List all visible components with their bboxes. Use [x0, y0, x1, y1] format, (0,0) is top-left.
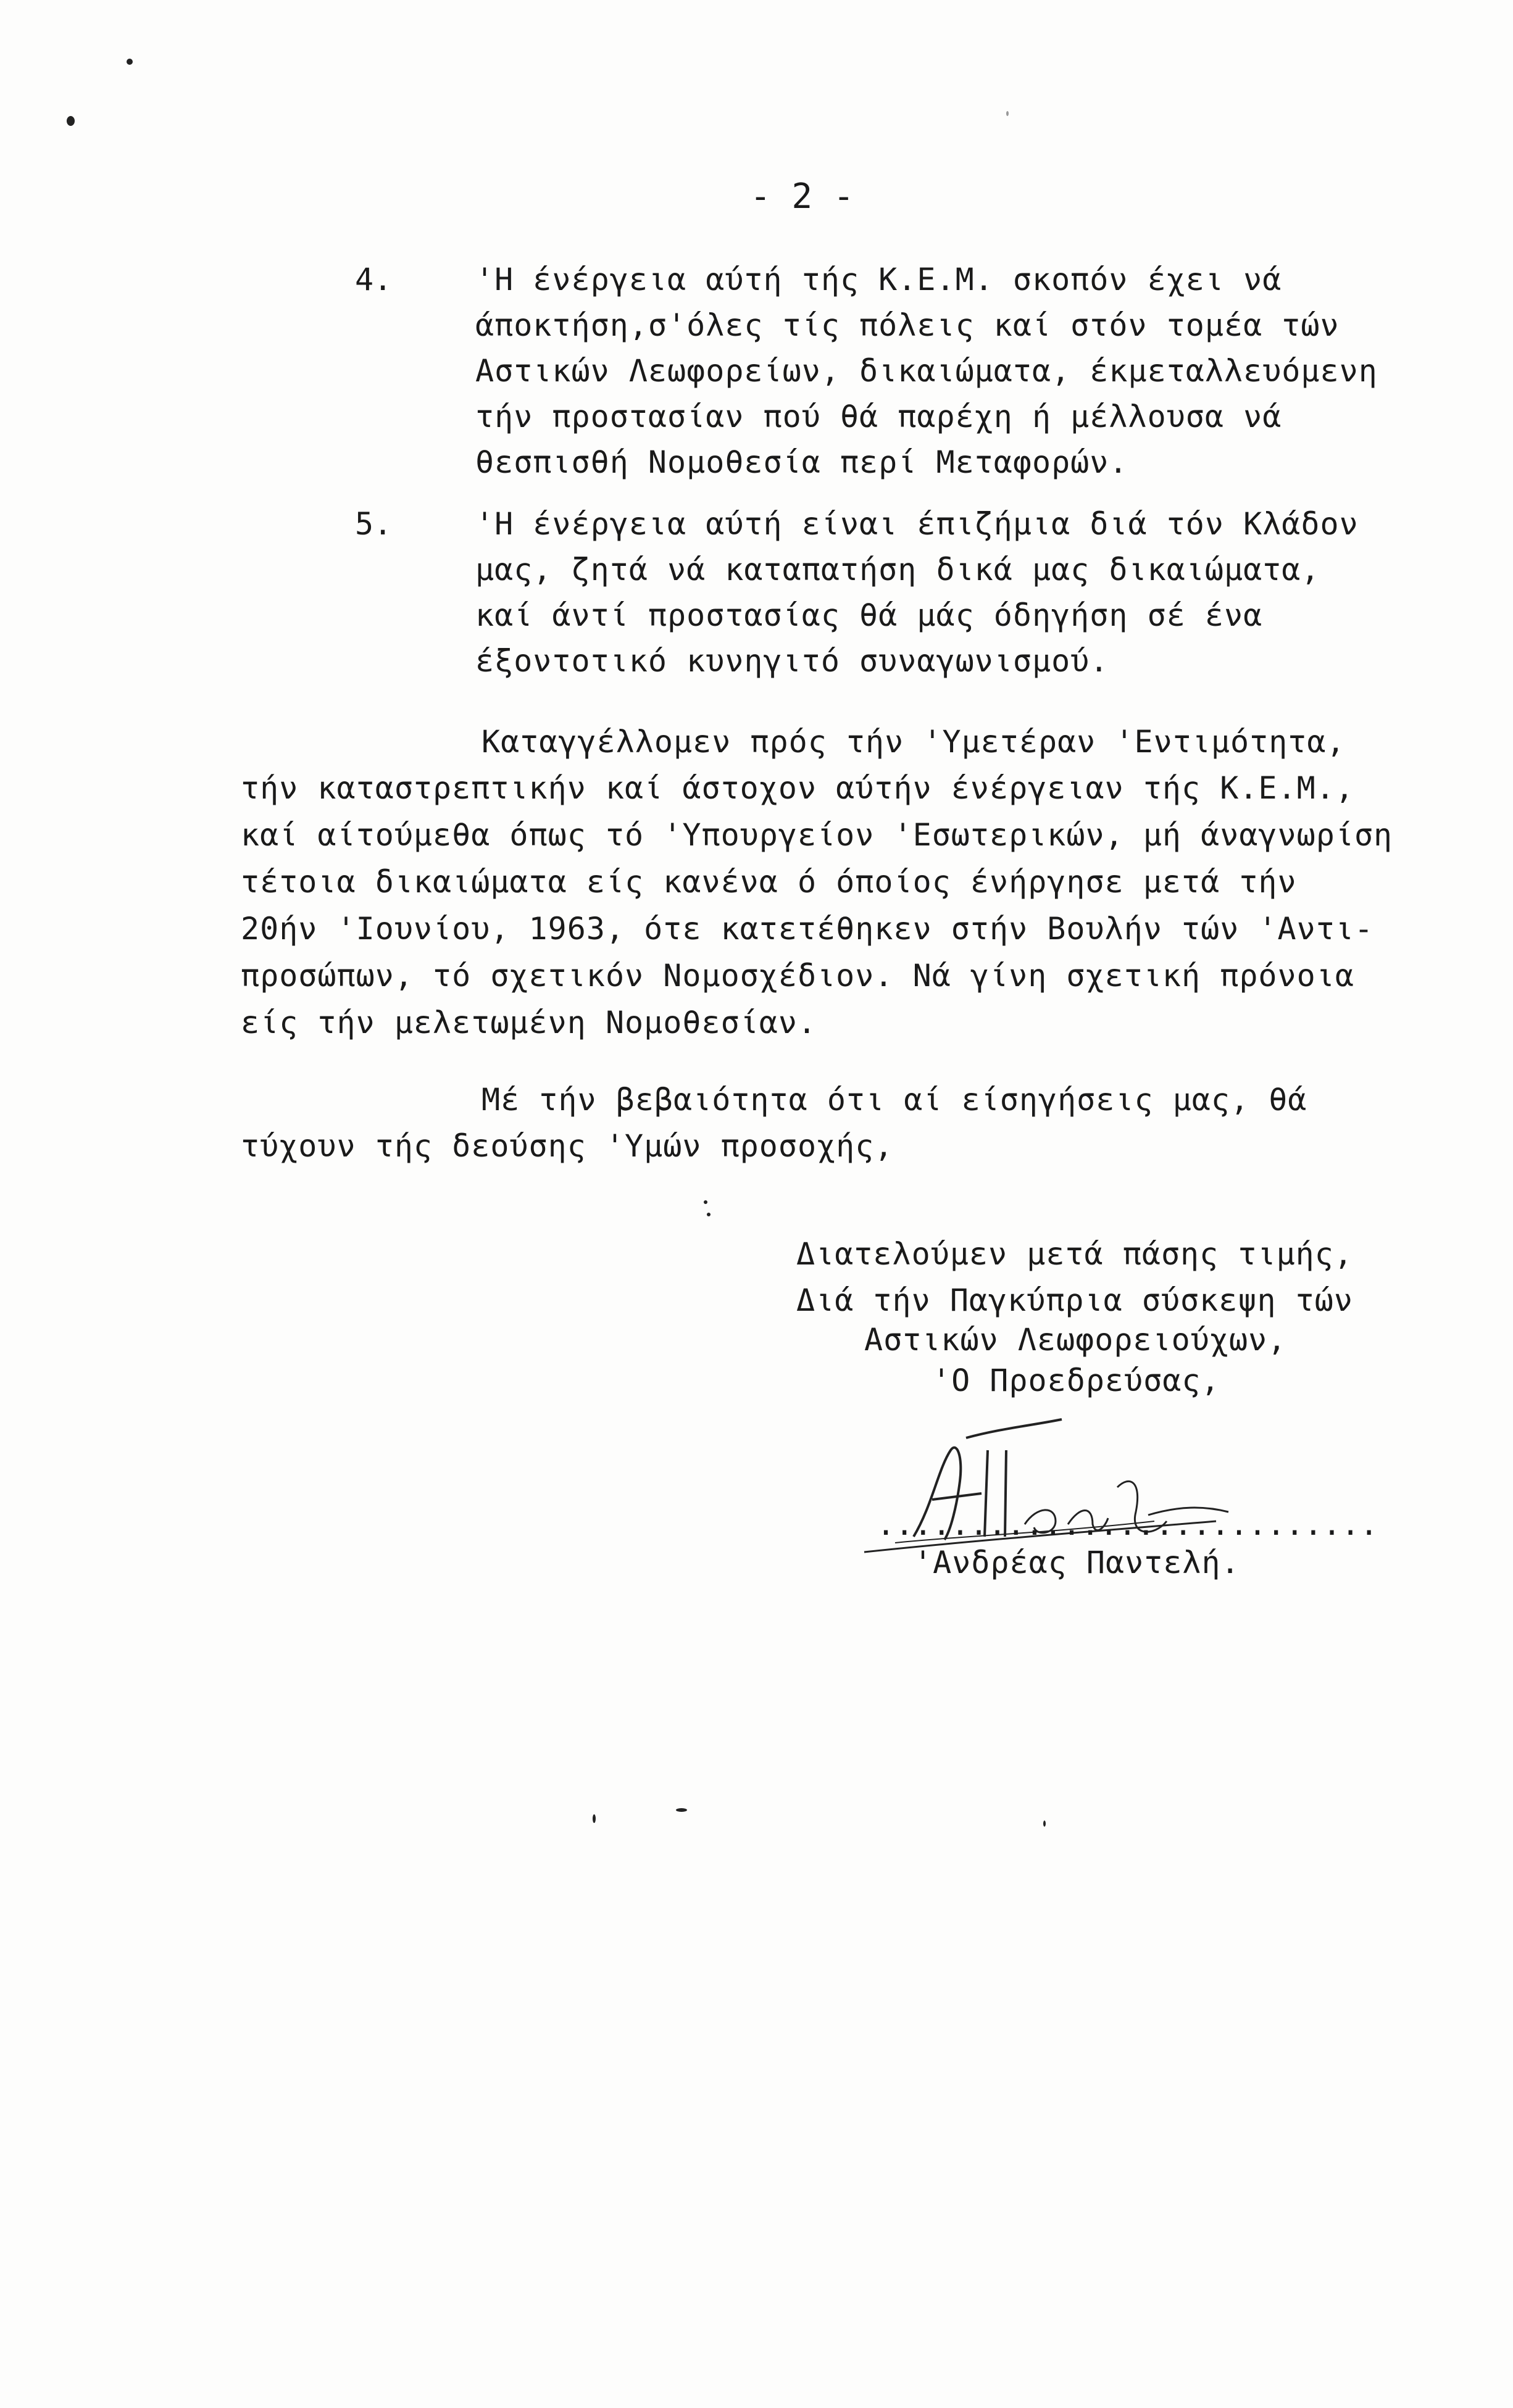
signature-line: ........................... [877, 1506, 1378, 1542]
paragraph-line: Μέ τήν βεβαιότητα ότι αί είσηγήσεις μας, θά [481, 1082, 1307, 1118]
paragraph-line: τήν καταστρεπτικήν καί άστοχον αύτήν ένέργειαν τής Κ.Ε.Μ., [241, 770, 1354, 806]
scan-speck [676, 1808, 687, 1812]
paragraph-line: είς τήν μελετωμένη Νομοθεσίαν. [241, 1005, 817, 1040]
signoff-line: 'Ο Προεδρεύσας, [932, 1363, 1220, 1398]
signoff-line: Διά τήν Παγκύπρια σύσκεψη τών [796, 1282, 1353, 1318]
scan-speck [67, 116, 75, 126]
item-line: έξοντοτικό κυνηγιτό συναγωνισμού. [475, 643, 1109, 679]
paragraph-line: 20ήν 'Ιουνίου, 1963, ότε κατετέθηκεν στήν Βουλήν τών 'Αντι- [241, 911, 1374, 947]
paragraph-line: τέτοια δικαιώματα είς κανένα ό όποίος ένήργησε μετά τήν [241, 864, 1297, 900]
scan-speck [704, 1200, 707, 1204]
paragraph-line: Καταγγέλλομεν πρός τήν 'Υμετέραν 'Εντιμότητα, [481, 724, 1346, 760]
item-line: καί άντί προστασίας θά μάς όδηγήση σέ ένα [475, 597, 1263, 633]
item-line: θεσπισθή Νομοθεσία περί Μεταφορών. [475, 444, 1128, 480]
paragraph-line: καί αίτούμεθα όπως τό 'Υπουργείον 'Εσωτερικών, μή άναγνωρίση [241, 817, 1393, 853]
scan-speck [127, 59, 133, 65]
scan-speck [1006, 111, 1009, 116]
item-line: Αστικών Λεωφορείων, δικαιώματα, έκμεταλλευόμενη [475, 353, 1378, 389]
item-line: μας, ζητά νά καταπατήση δικά μας δικαιώματα, [475, 552, 1320, 587]
scan-speck [707, 1213, 711, 1216]
page-number: - 2 - [750, 176, 854, 217]
signer-name: 'Ανδρέας Παντελή. [914, 1545, 1240, 1580]
item-number: 5. [355, 506, 393, 542]
scan-speck [1043, 1821, 1046, 1827]
paragraph-line: τύχουν τής δεούσης 'Υμών προσοχής, [241, 1128, 894, 1164]
signoff-line: Αστικών Λεωφορειούχων, [864, 1322, 1287, 1358]
paragraph-line: προσώπων, τό σχετικόν Νομοσχέδιον. Νά γίνη σχετική πρόνοια [241, 958, 1354, 994]
item-number: 4. [355, 262, 393, 297]
item-line: 'Η ένέργεια αύτή τής Κ.Ε.Μ. σκοπόν έχει νά [475, 262, 1282, 297]
item-line: άποκτήση,σ'όλες τίς πόλεις καί στόν τομέα τών [475, 307, 1340, 343]
signoff-line: Διατελούμεν μετά πάσης τιμής, [796, 1236, 1353, 1272]
scan-speck [593, 1814, 596, 1823]
item-line: τήν προστασίαν πού θά παρέχη ή μέλλουσα νά [475, 399, 1282, 434]
item-line: 'Η ένέργεια αύτή είναι έπιζήμια διά τόν Κλάδον [475, 506, 1359, 542]
